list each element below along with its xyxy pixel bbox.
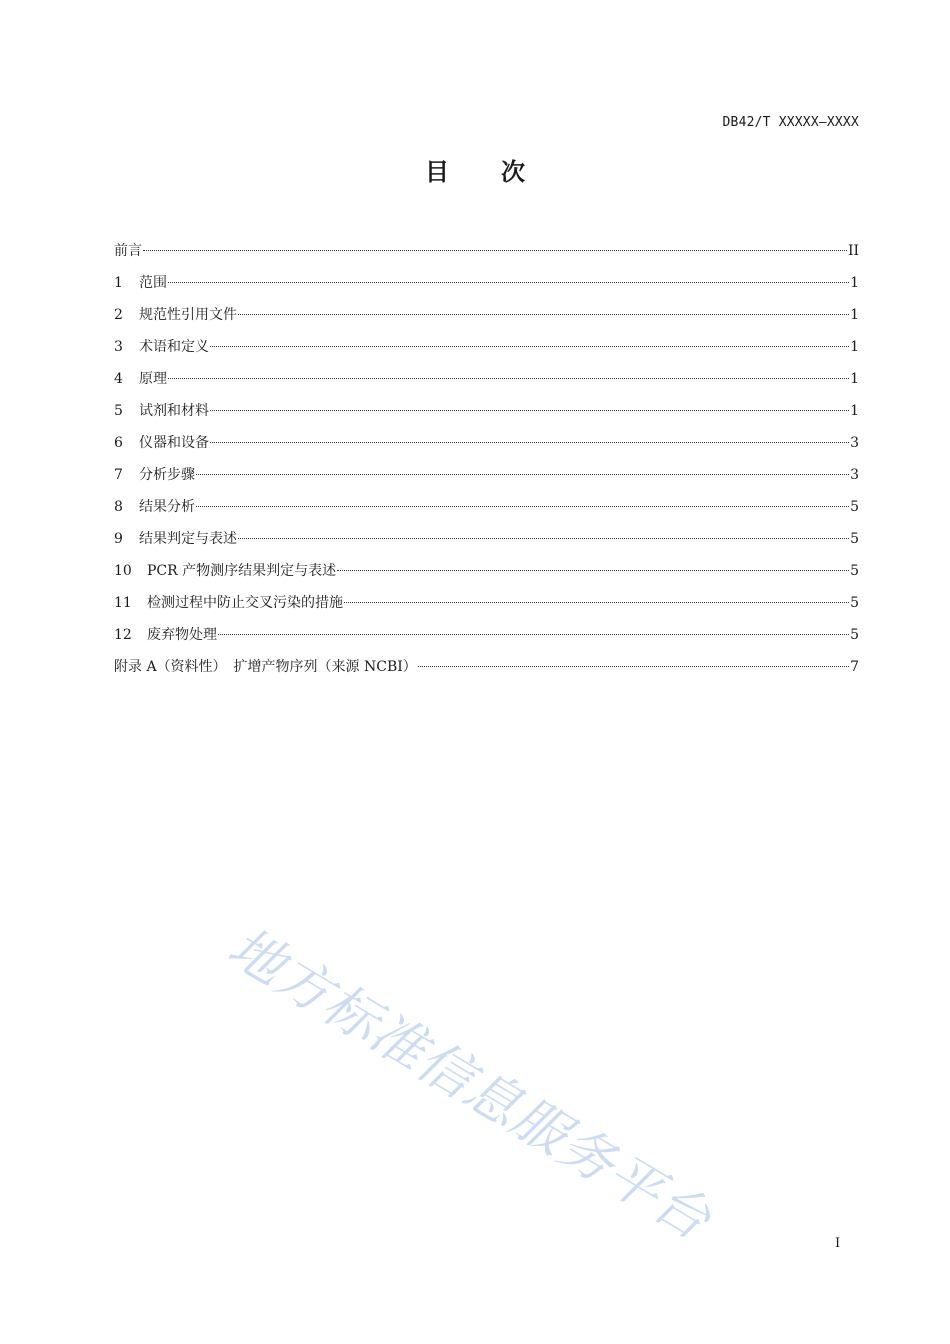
toc-entry-number: 6 [114, 435, 123, 451]
toc-entry-label: PCR 产物测序结果判定与表述 [147, 563, 337, 579]
toc-entry-number: 7 [114, 467, 123, 483]
toc-entry-page: II [847, 243, 859, 259]
toc-entry-page: 5 [850, 531, 859, 547]
toc-leader-dots [418, 666, 849, 667]
toc-entry-label: 附录 A（资料性） 扩增产物序列（来源 NCBI） [114, 659, 417, 675]
toc-entry-number: 3 [114, 339, 123, 355]
toc-entry-label: 原理 [139, 371, 167, 387]
page-number: I [835, 1236, 841, 1251]
toc-entry[interactable] [114, 367, 859, 399]
toc-entry-page: 5 [850, 499, 859, 515]
toc-entry-label: 范围 [139, 275, 167, 291]
toc-entry-page: 5 [850, 627, 859, 643]
toc-entry-label: 规范性引用文件 [139, 307, 237, 323]
toc-leader-dots [337, 570, 849, 571]
toc-entry[interactable] [114, 399, 859, 431]
toc-entry[interactable] [114, 591, 859, 623]
toc-entry[interactable] [114, 527, 859, 559]
toc-entry-label: 废弃物处理 [147, 627, 217, 643]
toc-leader-dots [168, 282, 849, 283]
toc-leader-dots [344, 602, 849, 603]
toc-entry-number: 11 [114, 595, 132, 611]
toc-entry-label: 前言 [114, 243, 142, 259]
toc-leader-dots [196, 506, 849, 507]
toc-leader-dots [218, 634, 849, 635]
toc-entry-page: 3 [850, 467, 859, 483]
toc-entry-number: 10 [114, 563, 132, 579]
toc-entry-number: 5 [114, 403, 123, 419]
toc-leader-dots [168, 378, 849, 379]
toc-entry[interactable] [114, 623, 859, 655]
toc-entry-number: 8 [114, 499, 123, 515]
watermark: 地方标准信息服务平台 [217, 914, 722, 1253]
toc-entry[interactable] [114, 559, 859, 591]
page-title: 目次 [425, 158, 577, 186]
toc-entry[interactable] [114, 335, 859, 367]
toc-entry-number: 12 [114, 627, 132, 643]
toc-entry-label: 试剂和材料 [139, 403, 209, 419]
toc-entry-label: 结果判定与表述 [139, 531, 237, 547]
toc-entry-number: 1 [114, 275, 123, 291]
toc-entry[interactable] [114, 303, 859, 335]
toc-entry-label: 分析步骤 [139, 467, 195, 483]
toc-entry[interactable] [114, 239, 859, 271]
toc-entry-label: 术语和定义 [139, 339, 209, 355]
toc-entry-label: 仪器和设备 [139, 435, 209, 451]
toc-entry-page: 5 [850, 595, 859, 611]
toc-entry[interactable] [114, 495, 859, 527]
toc-entry[interactable] [114, 655, 859, 687]
toc-entry-number: 2 [114, 307, 123, 323]
toc-entry-page: 1 [850, 403, 859, 419]
toc-entry-number: 4 [114, 371, 123, 387]
document-code: DB42/T XXXXX—XXXX [722, 115, 859, 130]
toc-leader-dots [210, 442, 849, 443]
toc-entry-page: 1 [850, 307, 859, 323]
toc-leader-dots [238, 538, 849, 539]
toc-entry-page: 1 [850, 275, 859, 291]
toc-entry[interactable] [114, 271, 859, 303]
toc-entry-page: 1 [850, 339, 859, 355]
toc-leader-dots [238, 314, 849, 315]
toc-leader-dots [210, 410, 849, 411]
toc-leader-dots [210, 346, 849, 347]
toc-entry-label: 检测过程中防止交叉污染的措施 [147, 595, 343, 611]
toc-entry-page: 7 [850, 659, 859, 675]
toc-entry[interactable] [114, 431, 859, 463]
toc-entry-number: 9 [114, 531, 123, 547]
toc-entry[interactable] [114, 463, 859, 495]
toc-entry-page: 3 [850, 435, 859, 451]
toc-leader-dots [196, 474, 849, 475]
toc-entry-page: 1 [850, 371, 859, 387]
toc-leader-dots [143, 250, 847, 251]
toc-entry-page: 5 [850, 563, 859, 579]
table-of-contents [114, 239, 859, 687]
toc-entry-label: 结果分析 [139, 499, 195, 515]
